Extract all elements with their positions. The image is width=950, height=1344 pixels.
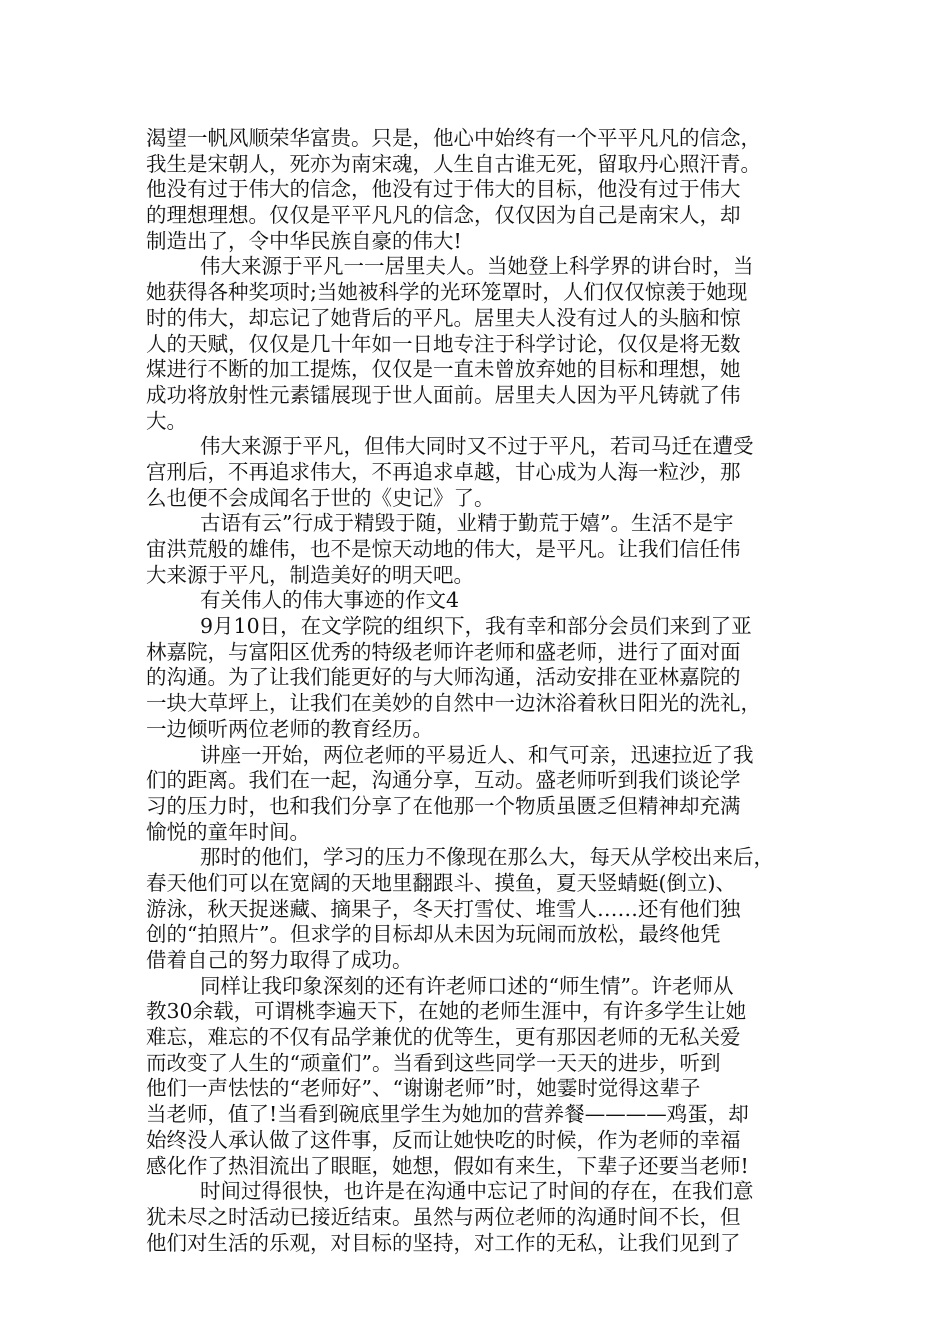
text-line: 一块大草坪上，让我们在美妙的自然中一边沐浴着秋日阳光的洗礼， bbox=[146, 691, 761, 716]
text-line: 他们对生活的乐观，对目标的坚持，对工作的无私，让我们见到了 bbox=[146, 1230, 741, 1255]
text-line: 古语有云”行成于精毁于随，业精于勤荒于嬉”。生活不是宇 bbox=[200, 511, 734, 536]
text-line: 她获得各种奖项时;当她被科学的光环笼罩时，人们仅仅惊羡于她现 bbox=[146, 280, 748, 305]
text-line: 游泳，秋天捉迷藏、摘果子，冬天打雪仗、堆雪人……还有他们独 bbox=[146, 896, 741, 921]
text-line: 当老师，值了!当看到碗底里学生为她加的营养餐————鸡蛋，却 bbox=[146, 1102, 749, 1127]
text-line: 有关伟人的伟大事迹的作文4 bbox=[200, 588, 460, 613]
text-line: 难忘，难忘的不仅有品学兼优的优等生，更有那因老师的无私关爱 bbox=[146, 1025, 741, 1050]
text-line: 那时的他们，学习的压力不像现在那么大，每天从学校出来后， bbox=[200, 845, 774, 870]
text-line: 们的距离。我们在一起，沟通分享，互动。盛老师听到我们谈论学 bbox=[146, 768, 741, 793]
text-line: 他们一声怯怯的“老师好”、“谢谢老师”时，她霎时觉得这辈子 bbox=[146, 1076, 701, 1101]
text-line: 人的天赋，仅仅是几十年如一日地专注于科学讨论，仅仅是将无数 bbox=[146, 331, 741, 356]
text-line: 借着自己的努力取得了成功。 bbox=[146, 948, 413, 972]
text-line: 时的伟大，却忘记了她背后的平凡。居里夫人没有过人的头脑和惊 bbox=[146, 305, 741, 330]
text-line: 9月10日，在文学院的组织下，我有幸和部分会员们来到了亚 bbox=[200, 614, 752, 639]
text-line: 伟大来源于平凡一一居里夫人。当她登上科学界的讲台时，当 bbox=[200, 254, 754, 279]
text-line: 大来源于平凡，制造美好的明天吧。 bbox=[146, 562, 474, 587]
text-line: 他没有过于伟大的信念，他没有过于伟大的目标，他没有过于伟大 bbox=[146, 177, 741, 202]
text-line: 教30余载，可谓桃李遍天下，在她的老师生涯中，有许多学生让她 bbox=[146, 999, 747, 1024]
text-line: 春天他们可以在宽阔的天地里翻跟斗、摸鱼，夏天竖蜻蜓(倒立)、 bbox=[146, 870, 736, 895]
text-line: 一边倾听两位老师的教育经历。 bbox=[146, 716, 433, 741]
text-line: 宙洪荒般的雄伟，也不是惊天动地的伟大，是平凡。让我们信任伟 bbox=[146, 537, 741, 561]
text-line: 的理想理想。仅仅是平平凡凡的信念，仅仅因为自己是南宋人，却 bbox=[146, 203, 741, 228]
text-line: 伟大来源于平凡，但伟大同时又不过于平凡，若司马迁在遭受 bbox=[200, 434, 754, 459]
text-line: 大。 bbox=[146, 408, 187, 433]
text-line: 林嘉院，与富阳区优秀的特级老师许老师和盛老师，进行了面对面 bbox=[146, 639, 741, 664]
text-line: 煤进行不断的加工提炼，仅仅是一直未曾放弃她的目标和理想，她 bbox=[146, 357, 741, 382]
text-line: 感化作了热泪流出了眼眶，她想，假如有来生，下辈子还要当老师! bbox=[146, 1153, 749, 1178]
text-line: 而改变了人生的“顽童们”。当看到这些同学一天天的进步，听到 bbox=[146, 1050, 721, 1075]
text-line: 时间过得很快，也许是在沟通中忘记了时间的存在，在我们意 bbox=[200, 1179, 754, 1204]
text-line: 创的“拍照片”。但求学的目标却从未因为玩闹而放松，最终他凭 bbox=[146, 922, 721, 947]
text-line: 愉悦的童年时间。 bbox=[146, 819, 310, 844]
text-line: 制造出了，令中华民族自豪的伟大! bbox=[146, 228, 462, 253]
text-line: 同样让我印象深刻的还有许老师口述的“师生情”。许老师从 bbox=[200, 973, 734, 998]
text-line: 的沟通。为了让我们能更好的与大师沟通，活动安排在亚林嘉院的 bbox=[146, 665, 741, 690]
text-line: 我生是宋朝人，死亦为南宋魂，人生自古谁无死，留取丹心照汗青。 bbox=[146, 151, 761, 176]
document-page bbox=[146, 126, 811, 1256]
text-line: 始终没人承认做了这件事，反而让她快吃的时候，作为老师的幸福 bbox=[146, 1127, 741, 1152]
text-line: 讲座一开始，两位老师的平易近人、和气可亲，迅速拉近了我 bbox=[200, 742, 754, 767]
text-line: 成功将放射性元素镭展现于世人面前。居里夫人因为平凡铸就了伟 bbox=[146, 382, 741, 407]
text-line: 渴望一帆风顺荣华富贵。只是，他心中始终有一个平平凡凡的信念， bbox=[146, 126, 761, 150]
text-line: 犹未尽之时活动已接近结束。虽然与两位老师的沟通时间不长，但 bbox=[146, 1204, 741, 1229]
text-line: 宫刑后，不再追求伟大，不再追求卓越，甘心成为人海一粒沙，那 bbox=[146, 459, 741, 484]
text-line: 么也便不会成闻名于世的《史记》了。 bbox=[146, 485, 495, 510]
text-line: 习的压力时，也和我们分享了在他那一个物质虽匮乏但精神却充满 bbox=[146, 793, 741, 818]
